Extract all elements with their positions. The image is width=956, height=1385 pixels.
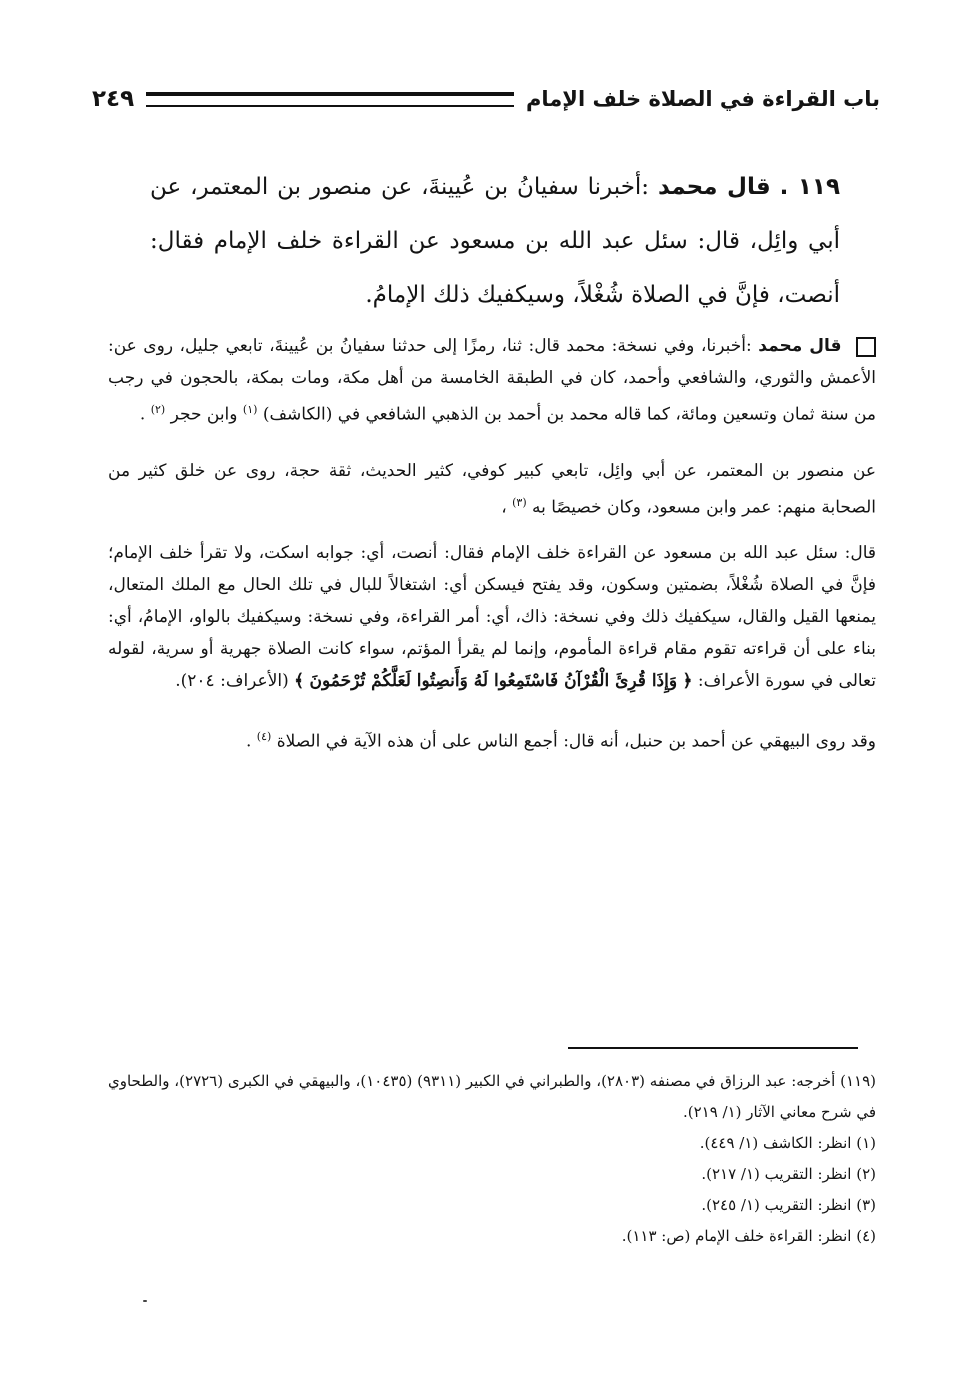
commentary-text: عن منصور بن المعتمر، عن أبي وائِل، تابعي كبير كوفي، كثير الحديث، ثقة حجة، روى عن خلق كثير من الصحابة منهم: عمر وابن مسعود، وكان خصيصًا به [108,460,876,518]
quran-open-bracket: ﴿ [682,671,693,692]
footnote-ref: (٢) [150,403,166,416]
header-rule [146,92,514,107]
commentary-paragraph-4 [108,721,876,758]
footnote-separator [568,1047,858,1049]
hadith-narrator: قال محمد [657,174,771,200]
quran-close-bracket: ﴾ [294,671,305,692]
footnote-4: (٤) انظر: القراءة خلف الإمام (ص: ١١٣). [621,1227,876,1245]
footnote-ref: (٣) [512,495,527,509]
footnote-3: (٣) انظر: التقريب (١/ ٢٤٥). [701,1196,876,1214]
scan-speck [143,1300,147,1302]
hadith-text [150,160,840,322]
commentary-lemma: قال محمد [758,336,842,356]
commentary-paragraph-3 [108,537,876,697]
commentary [108,330,876,782]
punctuation: . [139,404,146,425]
running-header [92,76,880,122]
commentary-paragraph-2 [108,455,876,524]
commentary-text: قال: سئل عبد الله بن مسعود عن القراءة خلف الإمام فقال: أنصت، أي: جوابه اسكت، ولا تقرأ خلف الإمام؛ فإنَّ في الصلاة شُغْلاً، بضمتين وسكون، وقد يفتح فيسكن أي: اشتغالاً للبال في تلك الحال مع الملك المتعال، يمنعها القيل والقال، سيكفيك ذلك وفي نسخة: ذاك، أي: أمر القراءة، وفي نسخة: وسيكفيك بالواو، الإمامُ، أي: بناء على أن قراءته تقوم مقام قراءة المأموم، وإنما لم يقرأ المؤتم، سواء كانت الصلاة جهرية أو سرية، لقوله تعالى في سورة الأعراف: [108,543,876,692]
punctuation: ، [501,497,507,518]
quran-verse: وَإِذَا قُرِئَ الْقُرْآنُ فَاسْتَمِعُوا لَهُ وَأَنصِتُوا لَعَلَّكُمْ تُرْحَمُونَ [309,671,678,692]
punctuation: . [245,731,252,752]
footnote-1: (١) انظر: الكاشف (١/ ٤٤٩). [699,1134,876,1152]
footnote-hadith: (١١٩) أخرجه: عبد الرزاق في مصنفه (٢٨٠٣)، والطبراني في الكبير (٩٣١١) (١٠٤٣٥)، والبيهقي في الكبرى (٢٧٢٦)، والطحاوي في شرح معاني الآثار (١/ ٢١٩). [108,1072,876,1121]
commentary-text: وقد روى البيهقي عن أحمد بن حنبل، أنه قال: أجمع الناس على أن هذه الآية في الصلاة [276,731,876,752]
footnote-2: (٢) انظر: التقريب (١/ ٢١٧). [701,1165,876,1183]
running-title: باب القراءة في الصلاة خلف الإمام [526,87,880,111]
footnote-ref: (٤) [256,730,272,744]
quran-citation: (الأعراف: ٢٠٤). [175,671,289,692]
commentary-paragraph-1 [108,330,876,431]
hadith-number: ١١٩ . [779,174,840,200]
hadith-body: :أخبرنا سفيانُ بن عُيينةَ، عن منصور بن المعتمر، عن أبي وائِل، قال: سئل عبد الله بن مسعود عن القراءة خلف الإمام فقال: أنصت، فإنَّ في الصلاة شُغْلاً، وسيكفيك ذلك الإمامُ. [150,174,840,308]
footnotes [108,1066,876,1252]
footnote-ref: (١) [242,403,258,416]
commentary-text: وابن حجر [170,404,238,425]
page-number: ٢٤٩ [92,86,135,112]
commentary-text: :أخبرنا، وفي نسخة: محمد قال: ثنا، رمزًا إلى حدثنا سفيانُ بن عُيينةَ، تابعي جليل، روى عن: الأعمش والثوري، والشافعي وأحمد، كان في الطبقة الخامسة من أهل مكة، ومات بمكة، بالحجون في رجب من سنة ثمان وتسعين ومائة، كما قاله محمد بن أحمد بن الذهبي الشافعي في (الكاشف) [108,336,876,425]
commentary-marker-icon [856,337,876,357]
